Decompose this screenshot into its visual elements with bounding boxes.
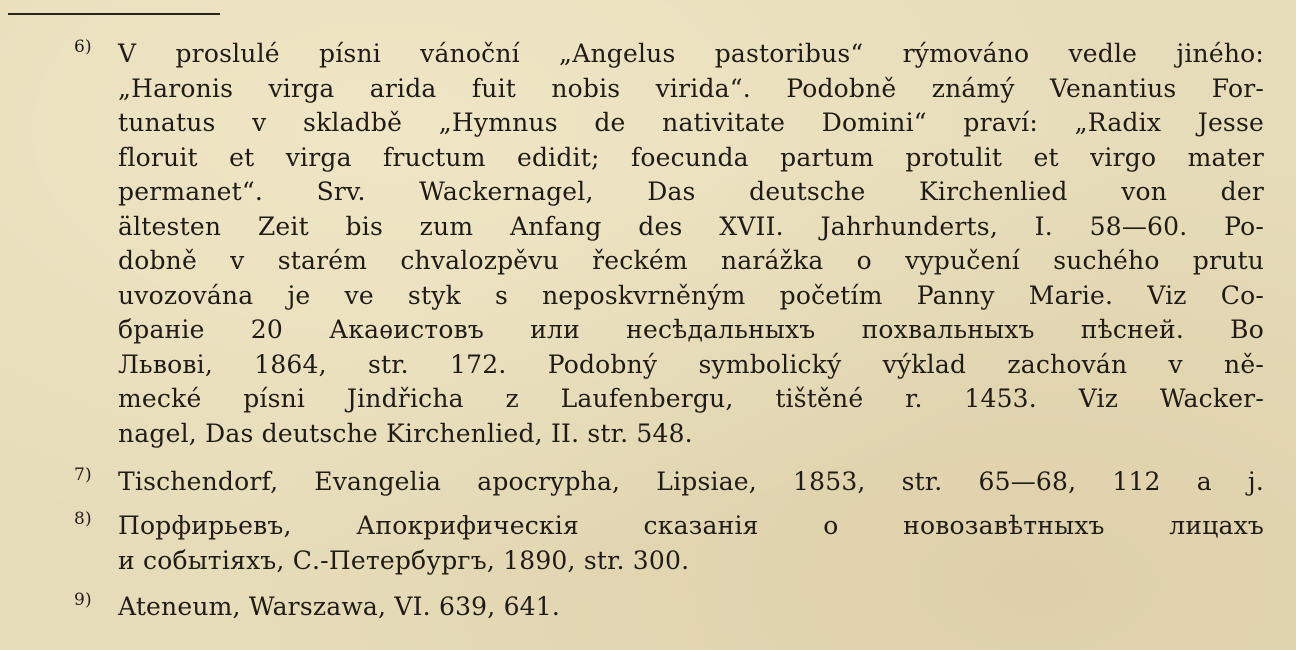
footnote-line: Порфирьевъ, Апокрифическія сказанія о новозавѣтныхъ лицахъ xyxy=(118,511,1264,540)
footnote-line: браніе 20 Акаѳистовъ или несѣдальныхъ похвальныхъ пѣсней. Во xyxy=(118,315,1264,344)
footnote-line: „Haronis virga arida fuit nobis virida“. Podobně známý Venantius For- xyxy=(118,73,1264,103)
footnote-line: permanet“. Srv. Wackernagel, Das deutsche Kirchenlied von der xyxy=(118,177,1264,206)
footnote-9 xyxy=(74,590,1264,625)
footnote-line: mecké písni Jindřicha z Laufenbergu, tištěné r. 1453. Viz Wacker- xyxy=(118,384,1264,413)
footnote-line: Tischendorf, Evangelia apocrypha, Lipsiae, 1853, str. 65—68, 112 a j. xyxy=(118,467,1264,496)
footnote-line: tunatus v skladbě „Hymnus de nativitate Domini“ praví: „Radix Jesse xyxy=(118,108,1264,137)
footnote-line: nagel, Das deutsche Kirchenlied, II. str. 548. xyxy=(118,418,693,448)
footnote-6 xyxy=(74,37,1264,451)
footnote-7 xyxy=(74,465,1264,500)
footnote-number: 8) xyxy=(74,509,92,529)
footnote-number: 6) xyxy=(74,37,92,57)
footnote-line: uvozována je ve styk s neposkvrněným početím Panny Marie. Viz Co- xyxy=(118,280,1264,310)
footnote-line: V proslulé písni vánoční „Angelus pastoribus“ rýmováno vedle jiného: xyxy=(118,39,1264,68)
footnote-8 xyxy=(74,509,1264,578)
footnote-line: Львові, 1864, str. 172. Podobný symbolický výklad zachován v ně- xyxy=(118,349,1264,379)
footnote-line: floruit et virga fructum edidit; foecunda partum protulit et virgo mater xyxy=(118,142,1264,172)
footnote-line: и событіяхъ, С.-Петербургъ, 1890, str. 300. xyxy=(118,545,690,575)
footnote-separator-rule xyxy=(8,13,220,15)
footnote-line: ältesten Zeit bis zum Anfang des XVII. Jahrhunderts, I. 58—60. Po- xyxy=(118,211,1264,241)
footnote-number: 7) xyxy=(74,465,92,485)
footnote-line: Ateneum, Warszawa, VI. 639, 641. xyxy=(118,592,561,621)
footnote-line: dobně v starém chvalozpěvu řeckém narážka o vypučení suchého prutu xyxy=(118,246,1264,275)
footnote-number: 9) xyxy=(74,590,92,610)
